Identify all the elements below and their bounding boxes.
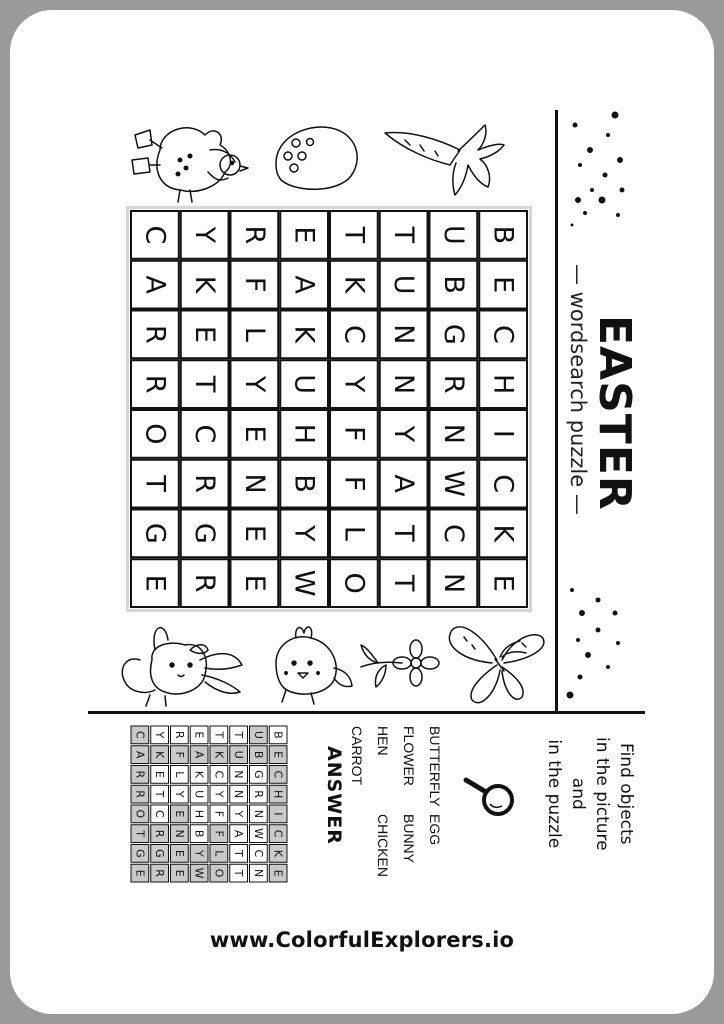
grid-letter: E <box>139 574 171 592</box>
answer-label: ANSWER <box>323 746 345 845</box>
grid-letter: E <box>271 869 285 877</box>
grid-letter: G <box>153 849 167 858</box>
website-url: www.ColorfulExplorers.io <box>209 928 515 952</box>
answer-grid <box>130 725 288 883</box>
grid-letter: N <box>251 809 265 818</box>
grid-letter: F <box>212 810 226 818</box>
grid-letter: R <box>139 374 171 394</box>
chicken-icon <box>256 618 356 708</box>
grid-letter: U <box>388 274 420 295</box>
grid-letter: E <box>288 226 320 244</box>
grid-letter: G <box>251 770 265 779</box>
grid-letter: R <box>238 225 270 245</box>
grid-letter: C <box>251 849 265 858</box>
grid-letter: F <box>238 276 270 293</box>
butterfly-icon <box>442 615 552 710</box>
grid-letter: A <box>139 275 171 294</box>
grid-letter: B <box>487 225 519 245</box>
grid-letter: R <box>133 770 147 779</box>
grid-letter: N <box>238 473 270 494</box>
grid-letter: E <box>238 524 270 542</box>
grid-letter: C <box>271 770 285 779</box>
grid-letter: C <box>271 829 285 838</box>
instruction-line-1: Find objects <box>616 743 636 845</box>
grid-letter: E <box>238 574 270 592</box>
grid-letter: F <box>338 475 370 492</box>
grid-letter: T <box>232 731 246 739</box>
grid-letter: E <box>172 849 186 857</box>
grid-letter: O <box>338 572 370 594</box>
decorative-dots-top <box>560 105 640 255</box>
grid-letter: K <box>288 325 320 344</box>
grid-letter: N <box>251 869 265 878</box>
grid-letter: T <box>139 475 171 492</box>
grid-letter: T <box>189 375 221 393</box>
grid-letter: W <box>251 828 265 840</box>
grid-letter: R <box>172 731 186 739</box>
grid-letter: T <box>133 830 147 837</box>
grid-letter: T <box>212 731 226 739</box>
grid-letter: K <box>271 849 285 857</box>
word-butterfly: BUTTERFLY <box>427 726 443 807</box>
grid-letter: T <box>153 790 167 798</box>
grid-letter: O <box>139 423 171 445</box>
grid-letter: B <box>192 829 206 838</box>
grid-letter: Y <box>388 425 420 443</box>
grid-letter: E <box>172 810 186 818</box>
grid-letter: H <box>192 809 206 819</box>
instructions <box>542 737 638 851</box>
flower-icon <box>356 625 446 695</box>
grid-letter: U <box>288 374 320 395</box>
grid-letter: N <box>172 829 186 838</box>
grid-letter: E <box>271 751 285 759</box>
grid-letter: C <box>437 523 469 543</box>
worksheet <box>10 10 714 1014</box>
word-chicken: CHICKEN <box>375 814 391 878</box>
egg-icon <box>266 118 366 193</box>
grid-letter: K <box>487 524 519 543</box>
grid-letter: K <box>192 770 206 778</box>
grid-letter: C <box>212 770 226 779</box>
instruction-line-3: and <box>568 777 588 810</box>
grid-letter: U <box>192 790 206 799</box>
grid-letter: R <box>153 869 167 877</box>
puzzle-title: EASTER <box>589 315 640 511</box>
grid-letter: N <box>437 423 469 444</box>
decorative-dots-bottom <box>560 585 640 705</box>
grid-letter: T <box>232 850 246 857</box>
grid-letter: E <box>238 425 270 443</box>
grid-letter: U <box>251 730 265 739</box>
grid-letter: K <box>212 751 226 759</box>
grid-letter: Y <box>212 790 226 798</box>
grid-letter: N <box>388 374 420 395</box>
grid-letter: Y <box>232 810 246 818</box>
grid-letter: B <box>271 731 285 739</box>
grid-letter: K <box>153 751 167 759</box>
word-bunny: BUNNY <box>401 814 417 864</box>
grid-letter: E <box>192 731 206 739</box>
bunny-icon <box>110 620 250 710</box>
word-hen: HEN <box>375 726 391 756</box>
grid-letter: I <box>271 812 285 816</box>
word-egg: EGG <box>427 814 443 846</box>
grid-letter: N <box>388 324 420 345</box>
grid-letter: Y <box>189 226 221 244</box>
grid-letter: R <box>189 474 221 494</box>
grid-letter: Y <box>172 790 186 798</box>
grid-letter: A <box>192 750 206 759</box>
grid-letter: B <box>288 474 320 493</box>
grid-letter: G <box>437 323 469 345</box>
horizontal-divider <box>88 711 645 714</box>
grid-letter: A <box>388 474 420 493</box>
grid-letter: W <box>437 470 469 497</box>
grid-letter: N <box>437 573 469 594</box>
grid-letter: F <box>338 426 370 442</box>
grid-letter: A <box>288 275 320 294</box>
grid-letter: A <box>232 829 246 838</box>
grid-letter: Y <box>192 850 206 857</box>
grid-letter: T <box>338 226 370 244</box>
grid-letter: O <box>133 809 147 819</box>
grid-letter: A <box>133 750 147 759</box>
grid-letter: W <box>288 569 320 597</box>
grid-letter: O <box>212 868 226 878</box>
grid-letter: H <box>271 789 285 799</box>
grid-letter: E <box>487 276 519 294</box>
grid-letter: N <box>232 770 246 779</box>
grid-letter: E <box>189 325 221 343</box>
grid-letter: E <box>487 574 519 592</box>
instruction-line-4: in the puzzle <box>544 739 564 849</box>
grid-letter: Y <box>338 375 370 393</box>
grid-letter: L <box>238 326 270 342</box>
grid-letter: R <box>133 790 147 798</box>
grid-letter: C <box>338 324 370 344</box>
grid-letter: G <box>133 849 147 858</box>
grid-letter: T <box>232 869 246 877</box>
grid-letter: C <box>487 474 519 494</box>
grid-letter: T <box>388 525 420 542</box>
grid-letter: G <box>189 522 221 544</box>
grid-letter: W <box>192 867 206 879</box>
wordsearch-grid <box>130 210 528 608</box>
grid-letter: E <box>153 770 167 778</box>
grid-letter: R <box>437 374 469 394</box>
grid-letter: C <box>189 424 221 444</box>
grid-letter: L <box>212 850 226 857</box>
carrot-icon <box>380 115 510 205</box>
puzzle-subtitle: — wordsearch puzzle — <box>566 264 590 515</box>
grid-letter: F <box>172 751 186 758</box>
grid-letter: C <box>133 731 147 739</box>
hen-icon <box>120 110 255 205</box>
grid-letter: U <box>437 224 469 245</box>
grid-letter: H <box>288 423 320 445</box>
grid-letter: I <box>487 429 519 438</box>
grid-letter: Y <box>153 731 167 739</box>
grid-letter: R <box>153 829 167 838</box>
grid-letter: Y <box>288 525 320 542</box>
word-carrot: CARROT <box>349 726 365 786</box>
instruction-line-2: in the picture <box>592 737 612 851</box>
grid-letter: U <box>232 750 246 759</box>
grid-letter: C <box>139 225 171 245</box>
grid-letter: E <box>133 869 147 877</box>
grid-letter: L <box>172 771 186 778</box>
grid-letter: R <box>189 573 221 593</box>
grid-letter: N <box>232 790 246 799</box>
grid-letter: H <box>487 373 519 395</box>
grid-letter: Y <box>238 375 270 393</box>
grid-letter: L <box>338 525 370 541</box>
grid-letter: K <box>189 275 221 294</box>
grid-letter: C <box>487 324 519 344</box>
word-flower: FLOWER <box>401 726 417 786</box>
grid-letter: B <box>437 275 469 294</box>
grid-letter: C <box>153 810 167 818</box>
grid-letter: T <box>388 226 420 244</box>
magnifier-icon <box>460 770 520 830</box>
grid-letter: K <box>338 275 370 294</box>
grid-letter: R <box>139 324 171 344</box>
grid-letter: G <box>139 522 171 544</box>
grid-letter: B <box>251 750 265 759</box>
grid-letter: R <box>251 790 265 798</box>
grid-letter: E <box>172 869 186 877</box>
grid-letter: F <box>212 830 226 837</box>
vertical-divider <box>555 110 558 714</box>
grid-letter: T <box>388 574 420 592</box>
